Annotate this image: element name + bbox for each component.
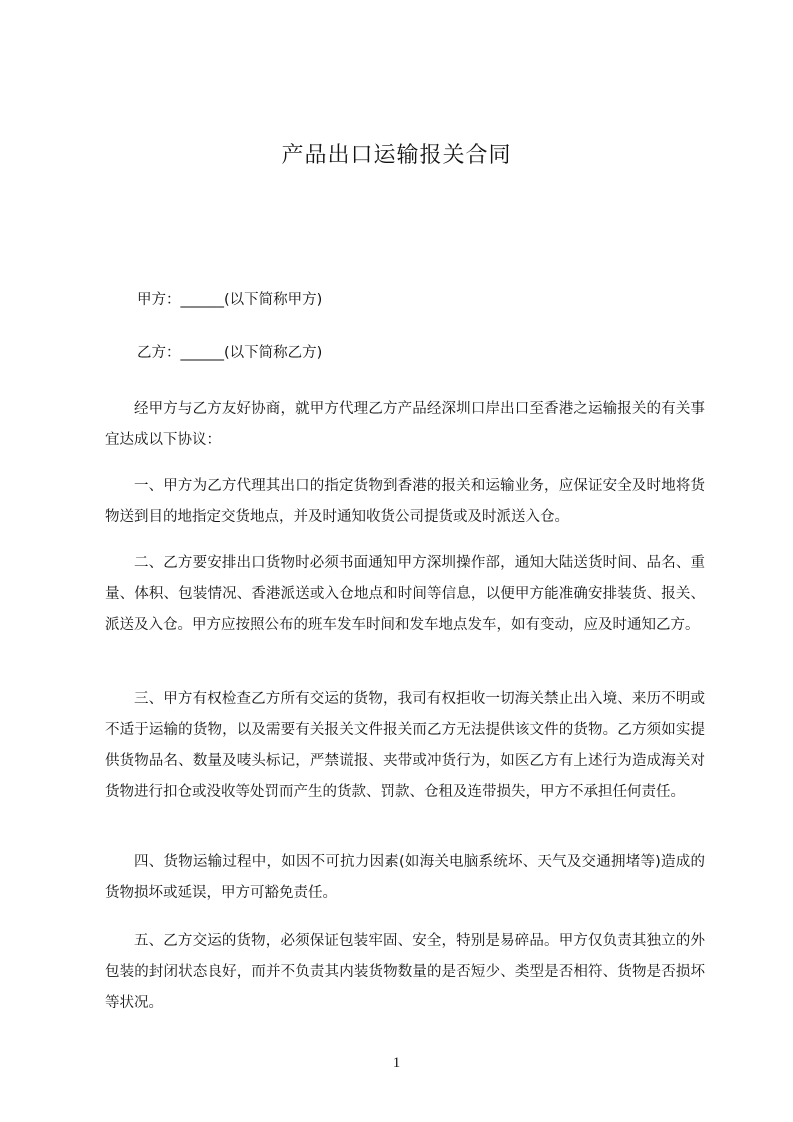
party-b-line: 乙方：______(以下简称乙方) — [137, 345, 323, 361]
clause-4-paragraph: 四、货物运输过程中，如因不可抗力因素(如海关电脑系统坏、天气及交通拥堵等)造成的货物损坏或延误，甲方可豁免责任。 — [105, 854, 705, 901]
clause-5-paragraph: 五、乙方交运的货物，必须保证包装牢固、安全，特别是易碎品。甲方仅负责其独立的外包装的封闭状态良好，而并不负责其内装货物数量的是否短少、类型是否相符、货物是否损坏等状况。 — [105, 933, 705, 1011]
intro-paragraph: 经甲方与乙方友好协商，就甲方代理乙方产品经深圳口岸出口至香港之运输报关的有关事宜达成以下协议： — [105, 401, 705, 448]
clause-3-paragraph: 三、甲方有权检查乙方所有交运的货物，我司有权拒收一切海关禁止出入境、来历不明或不适于运输的货物，以及需要有关报关文件报关而乙方无法提供该文件的货物。乙方须如实提供货物品名、数量及唛头标记，严禁谎报、夹带或冲货行为，如医乙方有上述行为造成海关对货物进行扣仓或没收等处罚而产生的货款、罚款、仓租及连带损失，甲方不承担任何责任。 — [105, 691, 705, 800]
clause-1-paragraph: 一、甲方为乙方代理其出口的指定货物到香港的报关和运输业务，应保证安全及时地将货物送到目的地指定交货地点，并及时通知收货公司提货或及时派送入仓。 — [105, 478, 705, 525]
page-title: 产品出口运输报关合同 — [281, 143, 512, 168]
clause-2-paragraph: 二、乙方要安排出口货物时必须书面通知甲方深圳操作部，通知大陆送货时间、品名、重量、体积、包装情况、香港派送或入仓地点和时间等信息，以便甲方能准确安排装货、报关、派送及入仓。甲方应按照公布的班车发车时间和发车地点发车，如有变动，应及时通知乙方。 — [105, 555, 705, 633]
page-number: 1 — [392, 1055, 401, 1071]
party-a-line: 甲方：______(以下简称甲方) — [137, 292, 323, 308]
